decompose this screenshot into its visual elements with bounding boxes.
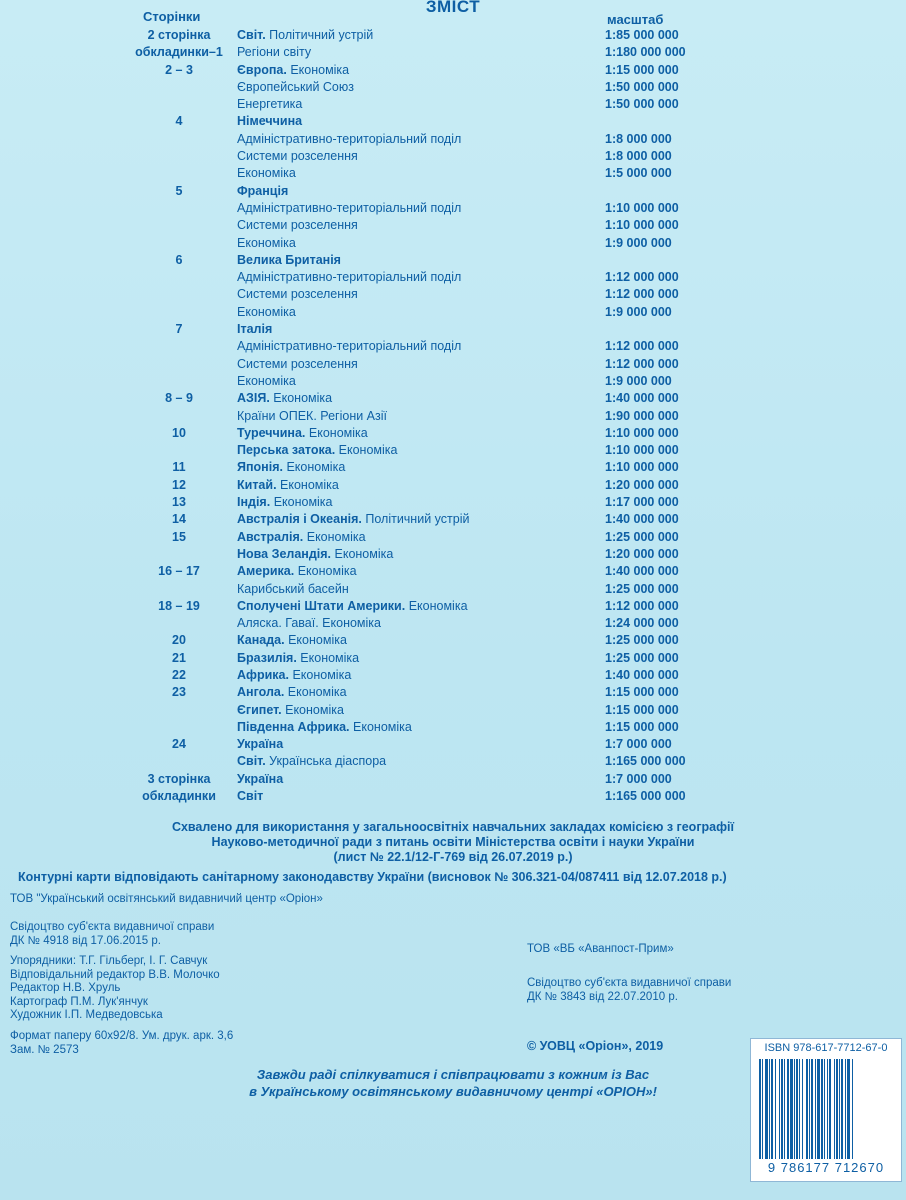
barcode-bar	[759, 1059, 761, 1159]
toc-entry	[237, 581, 349, 598]
toc-page-number: 20	[172, 633, 186, 648]
toc-row	[0, 321, 906, 338]
barcode-bar	[817, 1059, 820, 1159]
toc-entry	[237, 373, 296, 390]
barcode-bar	[806, 1059, 808, 1159]
toc-row	[0, 425, 906, 442]
toc-row	[0, 442, 906, 459]
toc-row	[0, 753, 906, 770]
toc-entry	[237, 96, 302, 113]
toc-entry-title: Європа.	[237, 62, 287, 77]
toc-page-number: 24	[172, 737, 186, 752]
toc-entry-description: Економіка	[408, 598, 468, 613]
toc-page-number: 16 – 17	[158, 564, 200, 579]
toc-entry	[237, 615, 381, 632]
toc-entry	[237, 183, 288, 200]
toc-entry	[237, 148, 358, 165]
toc-entry-description: Економіка	[273, 391, 333, 406]
toc-row	[0, 390, 906, 407]
toc-entry-description: Економіка	[306, 529, 366, 544]
toc-entry-description: Системи розселення	[237, 149, 358, 164]
toc-entry-description: Економіка	[353, 719, 412, 734]
toc-entry	[237, 235, 296, 252]
toc-page-number: 22	[172, 667, 186, 682]
barcode-bar	[847, 1059, 850, 1159]
toc-row	[0, 684, 906, 701]
cert-line: Свідоцтво суб'єкта видавничої справи	[10, 921, 215, 933]
toc-entry-title: Бразилія.	[237, 650, 297, 665]
toc-entry-title: Індія.	[237, 495, 271, 510]
toc-row	[0, 27, 906, 44]
toc-entry	[237, 356, 358, 373]
table-of-contents	[0, 27, 906, 805]
barcode-bar	[834, 1059, 835, 1159]
toc-entry	[237, 27, 373, 44]
toc-entry	[237, 563, 357, 580]
toc-row	[0, 771, 906, 788]
toc-page-number: 2 сторінка	[147, 28, 211, 42]
toc-row	[0, 148, 906, 165]
toc-entry-title: Перська затока.	[237, 443, 336, 458]
toc-row	[0, 598, 906, 615]
toc-entry	[237, 753, 386, 770]
approval-block	[0, 820, 906, 865]
toc-page-number: 15	[172, 529, 186, 544]
toc-row	[0, 788, 906, 805]
toc-entry-title: Канада.	[237, 633, 285, 648]
cert-line: Свідоцтво суб'єкта видавничої справи	[527, 977, 732, 989]
toc-scale: 1:40 000 000	[605, 564, 679, 579]
toc-entry-description: Економіка	[237, 304, 296, 319]
toc-page-number: 4	[175, 114, 183, 129]
toc-entry-description: Економіка	[287, 685, 347, 700]
toc-page-number: 10	[172, 425, 186, 440]
sanitary-notice: Контурні карти відповідають санітарному законодавству України (висновок № 306.321-04/087411 від 12.07.2018 р.)	[18, 870, 727, 884]
barcode-bar	[765, 1059, 768, 1159]
toc-entry	[237, 546, 393, 563]
toc-row	[0, 356, 906, 373]
toc-page-number: обкладинки	[142, 789, 216, 804]
toc-entry	[237, 667, 351, 684]
toc-scale: 1:20 000 000	[605, 477, 679, 492]
toc-row	[0, 183, 906, 200]
toc-row	[0, 44, 906, 61]
toc-scale: 1:25 000 000	[605, 529, 679, 544]
toc-entry-title: Японія.	[237, 460, 283, 475]
toc-row	[0, 304, 906, 321]
barcode-bar	[829, 1059, 831, 1159]
toc-entry-title: Франція	[237, 183, 289, 198]
toc-page-number: 23	[172, 685, 186, 700]
credit-line: Картограф П.М. Лук'янчук	[10, 995, 148, 1008]
toc-entry-description: Економіка	[237, 235, 296, 250]
toc-entry-description: Економіка	[280, 477, 339, 492]
scale-column-header: масштаб	[607, 12, 664, 27]
toc-entry	[237, 165, 296, 182]
toc-entry	[237, 702, 344, 719]
toc-row	[0, 252, 906, 269]
barcode-bar	[794, 1059, 795, 1159]
toc-entry-title: Південна Африка.	[237, 719, 350, 734]
toc-entry-description: Економіка	[273, 495, 333, 510]
toc-entry-description: Українська діаспора	[269, 754, 387, 769]
toc-entry	[237, 598, 468, 615]
barcode-bar	[845, 1059, 846, 1159]
toc-scale: 1:12 000 000	[605, 270, 679, 285]
toc-entry-description: Економіка	[288, 633, 347, 648]
toc-entry	[237, 511, 469, 528]
toc-row	[0, 615, 906, 632]
toc-entry-description: Адміністративно-територіальний поділ	[237, 200, 462, 215]
toc-page-number: 5	[175, 183, 183, 198]
barcode-bar	[775, 1059, 776, 1159]
toc-scale: 1:9 000 000	[605, 235, 672, 250]
toc-entry-title: Світ	[237, 789, 264, 804]
toc-entry-description: Європейський Союз	[237, 79, 354, 94]
toc-entry-description: Системи розселення	[237, 356, 358, 371]
toc-entry-description: Адміністративно-територіальний поділ	[237, 270, 462, 285]
toc-entry-title: Україна	[237, 737, 284, 752]
toc-scale: 1:10 000 000	[605, 218, 679, 233]
toc-entry-title: Китай.	[237, 477, 277, 492]
toc-row	[0, 719, 906, 736]
toc-entry	[237, 788, 263, 805]
toc-scale: 1:12 000 000	[605, 356, 679, 371]
toc-scale: 1:165 000 000	[605, 754, 686, 769]
barcode-bar	[762, 1059, 763, 1159]
barcode-bar	[771, 1059, 773, 1159]
toc-page-number: 14	[172, 512, 186, 527]
motto-line: в Українському освітянському видавничому центрі «ОРІОН»!	[249, 1084, 657, 1099]
toc-scale: 1:25 000 000	[605, 581, 679, 596]
barcode-bar	[841, 1059, 843, 1159]
toc-entry	[237, 62, 349, 79]
barcode-bar	[821, 1059, 823, 1159]
pages-column-header: Сторінки	[143, 9, 201, 24]
toc-scale: 1:12 000 000	[605, 339, 679, 354]
toc-entry-title: АЗІЯ.	[237, 391, 270, 406]
toc-scale: 1:8 000 000	[605, 149, 672, 164]
isbn-barcode-box	[750, 1038, 902, 1182]
toc-scale: 1:10 000 000	[605, 460, 679, 475]
toc-row	[0, 131, 906, 148]
toc-entry	[237, 321, 272, 338]
barcode-bar	[827, 1059, 828, 1159]
toc-row	[0, 286, 906, 303]
toc-scale: 1:40 000 000	[605, 512, 679, 527]
toc-entry-description: Карибський басейн	[237, 581, 349, 596]
toc-scale: 1:12 000 000	[605, 287, 679, 302]
toc-scale: 1:50 000 000	[605, 97, 679, 112]
toc-scale: 1:85 000 000	[605, 28, 679, 42]
approval-line: Схвалено для використання у загальноосвітніх навчальних закладах комісією з географії	[171, 820, 735, 834]
barcode-bar	[815, 1059, 816, 1159]
toc-entry	[237, 269, 461, 286]
toc-row	[0, 217, 906, 234]
toc-entry-title: Австралія і Океанія.	[237, 512, 362, 527]
toc-scale: 1:180 000 000	[605, 45, 686, 60]
toc-entry-title: Австралія.	[237, 529, 304, 544]
toc-entry	[237, 650, 359, 667]
toc-entry-title: Світ.	[237, 28, 266, 42]
toc-entry-description: Адміністративно-територіальний поділ	[237, 339, 462, 354]
toc-scale: 1:15 000 000	[605, 702, 679, 717]
toc-entry-title: Сполучені Штати Америки.	[237, 598, 406, 613]
toc-row	[0, 632, 906, 649]
toc-entry-description: Економіка	[286, 460, 346, 475]
credit-line: Відповідальний редактор В.В. Молочко	[10, 968, 220, 981]
toc-row	[0, 165, 906, 182]
toc-entry	[237, 494, 333, 511]
toc-row	[0, 667, 906, 684]
barcode-bar	[852, 1059, 853, 1159]
toc-scale: 1:9 000 000	[605, 304, 672, 319]
copyright: © УОВЦ «Оріон», 2019	[527, 1039, 664, 1053]
credits-block	[10, 955, 220, 1023]
approval-line: (лист № 22.1/12-Г-769 від 26.07.2019 р.)	[333, 850, 573, 864]
toc-entry-description: Економіка	[300, 650, 360, 665]
barcode-digits: 9 786177 712670	[767, 1160, 885, 1175]
toc-entry-title: Велика Британія	[237, 252, 341, 267]
print-info	[10, 1030, 233, 1057]
toc-row	[0, 200, 906, 217]
toc-entry-title: Туреччина.	[237, 425, 306, 440]
toc-entry	[237, 529, 366, 546]
toc-scale: 1:10 000 000	[605, 200, 679, 215]
toc-page-number: 6	[175, 252, 183, 267]
toc-scale: 1:15 000 000	[605, 685, 679, 700]
page-title: ЗМІСТ	[425, 0, 481, 16]
toc-scale: 1:7 000 000	[605, 737, 672, 752]
toc-entry-title: Італія	[237, 322, 273, 337]
toc-entry	[237, 425, 368, 442]
motto-line: Завжди раді спілкуватися і співпрацювати з кожним із Вас	[256, 1067, 650, 1082]
toc-entry-title: Єгипет.	[237, 702, 282, 717]
toc-row	[0, 702, 906, 719]
toc-entry-description: Адміністративно-територіальний поділ	[237, 131, 462, 146]
toc-entry	[237, 771, 283, 788]
toc-page-number: 13	[172, 495, 186, 510]
toc-entry-description: Системи розселення	[237, 287, 358, 302]
toc-scale: 1:24 000 000	[605, 616, 679, 631]
publisher-cert	[10, 921, 214, 948]
toc-row	[0, 494, 906, 511]
toc-page-number: 7	[175, 322, 183, 337]
barcode-bar	[836, 1059, 838, 1159]
credit-line: Редактор Н.В. Хруль	[10, 982, 121, 994]
toc-row	[0, 563, 906, 580]
toc-entry-description: Політичний устрій	[269, 28, 374, 42]
toc-row	[0, 736, 906, 753]
toc-page-number: 18 – 19	[158, 598, 200, 613]
toc-entry-title: Нова Зеландія.	[237, 546, 332, 561]
toc-entry	[237, 390, 332, 407]
toc-entry	[237, 408, 387, 425]
publisher-name: ТОВ "Український освітянський видавничий центр «Оріон»	[10, 893, 323, 905]
toc-entry-description: Аляска. Гаваї. Економіка	[237, 616, 382, 631]
barcode-bar	[809, 1059, 810, 1159]
toc-scale: 1:40 000 000	[605, 667, 679, 682]
toc-entry-description: Економіка	[237, 166, 296, 181]
toc-page-number: 3 сторінка	[147, 771, 211, 786]
barcode	[757, 1059, 895, 1159]
toc-scale: 1:25 000 000	[605, 633, 679, 648]
toc-row	[0, 96, 906, 113]
toc-row	[0, 408, 906, 425]
toc-entry-title: Світ.	[237, 754, 266, 769]
toc-entry-title: Америка.	[237, 564, 295, 579]
toc-row	[0, 477, 906, 494]
toc-row	[0, 338, 906, 355]
toc-entry-description: Країни ОПЕК. Регіони Азії	[237, 408, 387, 423]
toc-entry-description: Економіка	[290, 62, 350, 77]
toc-entry-description: Економіка	[292, 667, 352, 682]
barcode-bar	[796, 1059, 798, 1159]
toc-entry-description: Регіони світу	[237, 45, 312, 60]
toc-row	[0, 459, 906, 476]
toc-page-number: 11	[172, 460, 186, 475]
toc-entry-description: Економіка	[308, 425, 368, 440]
toc-entry-description: Економіка	[297, 564, 357, 579]
toc-row	[0, 511, 906, 528]
toc-entry	[237, 113, 302, 130]
toc-entry	[237, 459, 345, 476]
toc-row	[0, 79, 906, 96]
credit-line: Упорядники: Т.Г. Гільберг, І. Г. Савчук	[10, 955, 208, 967]
isbn-label: ISBN 978-617-7712-67-0	[764, 1042, 888, 1054]
toc-page-number: 8 – 9	[165, 391, 193, 406]
toc-entry	[237, 79, 354, 96]
toc-row	[0, 581, 906, 598]
toc-entry	[237, 304, 296, 321]
toc-entry	[237, 286, 358, 303]
barcode-bar	[769, 1059, 770, 1159]
toc-entry	[237, 442, 397, 459]
barcode-bar	[779, 1059, 780, 1159]
toc-entry	[237, 477, 339, 494]
printer-name: ТОВ «ВБ «Аванпост-Прим»	[527, 943, 674, 955]
toc-page-number: 2 – 3	[165, 62, 193, 77]
cert-line: ДК № 4918 від 17.06.2015 р.	[10, 934, 161, 947]
toc-page-number: 12	[172, 477, 186, 492]
barcode-bar	[839, 1059, 840, 1159]
toc-entry-title: Україна	[237, 771, 284, 786]
paper-format: Формат паперу 60х92/8. Ум. друк. арк. 3,6	[10, 1030, 234, 1042]
toc-scale: 1:5 000 000	[605, 166, 672, 181]
toc-scale: 1:10 000 000	[605, 425, 679, 440]
toc-entry-description: Економіка	[334, 546, 394, 561]
toc-row	[0, 546, 906, 563]
toc-entry-title: Німеччина	[237, 114, 303, 129]
barcode-bar	[802, 1059, 803, 1159]
toc-row	[0, 269, 906, 286]
toc-row	[0, 373, 906, 390]
toc-scale: 1:40 000 000	[605, 391, 679, 406]
toc-entry	[237, 684, 347, 701]
toc-row	[0, 235, 906, 252]
toc-scale: 1:7 000 000	[605, 771, 672, 786]
barcode-bar	[784, 1059, 785, 1159]
toc-scale: 1:165 000 000	[605, 789, 686, 804]
toc-entry	[237, 44, 311, 61]
toc-page-number: обкладинки–1	[135, 45, 223, 60]
toc-entry-description: Економіка	[237, 373, 296, 388]
toc-entry	[237, 338, 461, 355]
toc-entry	[237, 252, 341, 269]
approval-line: Науково-методичної ради з питань освіти Міністерства освіти і науки України	[211, 835, 695, 849]
toc-entry	[237, 632, 347, 649]
toc-entry-description: Системи розселення	[237, 218, 358, 233]
toc-scale: 1:25 000 000	[605, 650, 679, 665]
barcode-bar	[787, 1059, 789, 1159]
toc-entry-description: Енергетика	[237, 97, 303, 112]
toc-scale: 1:17 000 000	[605, 495, 679, 510]
toc-scale: 1:8 000 000	[605, 131, 672, 146]
toc-entry-description: Економіка	[338, 443, 398, 458]
toc-scale: 1:10 000 000	[605, 443, 679, 458]
toc-row	[0, 113, 906, 130]
barcode-bar	[811, 1059, 813, 1159]
credit-line: Художник І.П. Медведовська	[10, 1009, 163, 1021]
toc-entry	[237, 736, 283, 753]
barcode-bar	[799, 1059, 800, 1159]
cert-line: ДК № 3843 від 22.07.2010 р.	[527, 990, 678, 1003]
toc-scale: 1:15 000 000	[605, 719, 679, 734]
toc-scale: 1:12 000 000	[605, 598, 679, 613]
printer-cert	[527, 977, 731, 1004]
toc-entry	[237, 131, 461, 148]
toc-scale: 1:15 000 000	[605, 62, 679, 77]
toc-entry	[237, 217, 358, 234]
toc-entry-title: Африка.	[237, 667, 289, 682]
barcode-bar	[824, 1059, 825, 1159]
barcode-bar	[790, 1059, 793, 1159]
toc-scale: 1:9 000 000	[605, 373, 672, 388]
toc-entry-description: Економіка	[285, 702, 344, 717]
toc-row	[0, 650, 906, 667]
toc-entry	[237, 719, 412, 736]
toc-entry-title: Ангола.	[237, 685, 285, 700]
toc-entry-description: Політичний устрій	[365, 512, 470, 527]
order-number: Зам. № 2573	[10, 1043, 79, 1056]
toc-scale: 1:90 000 000	[605, 408, 679, 423]
toc-scale: 1:50 000 000	[605, 79, 679, 94]
toc-scale: 1:20 000 000	[605, 546, 679, 561]
toc-page-number: 21	[172, 650, 186, 665]
barcode-bar	[781, 1059, 783, 1159]
toc-entry	[237, 200, 461, 217]
toc-row	[0, 62, 906, 79]
toc-row	[0, 529, 906, 546]
